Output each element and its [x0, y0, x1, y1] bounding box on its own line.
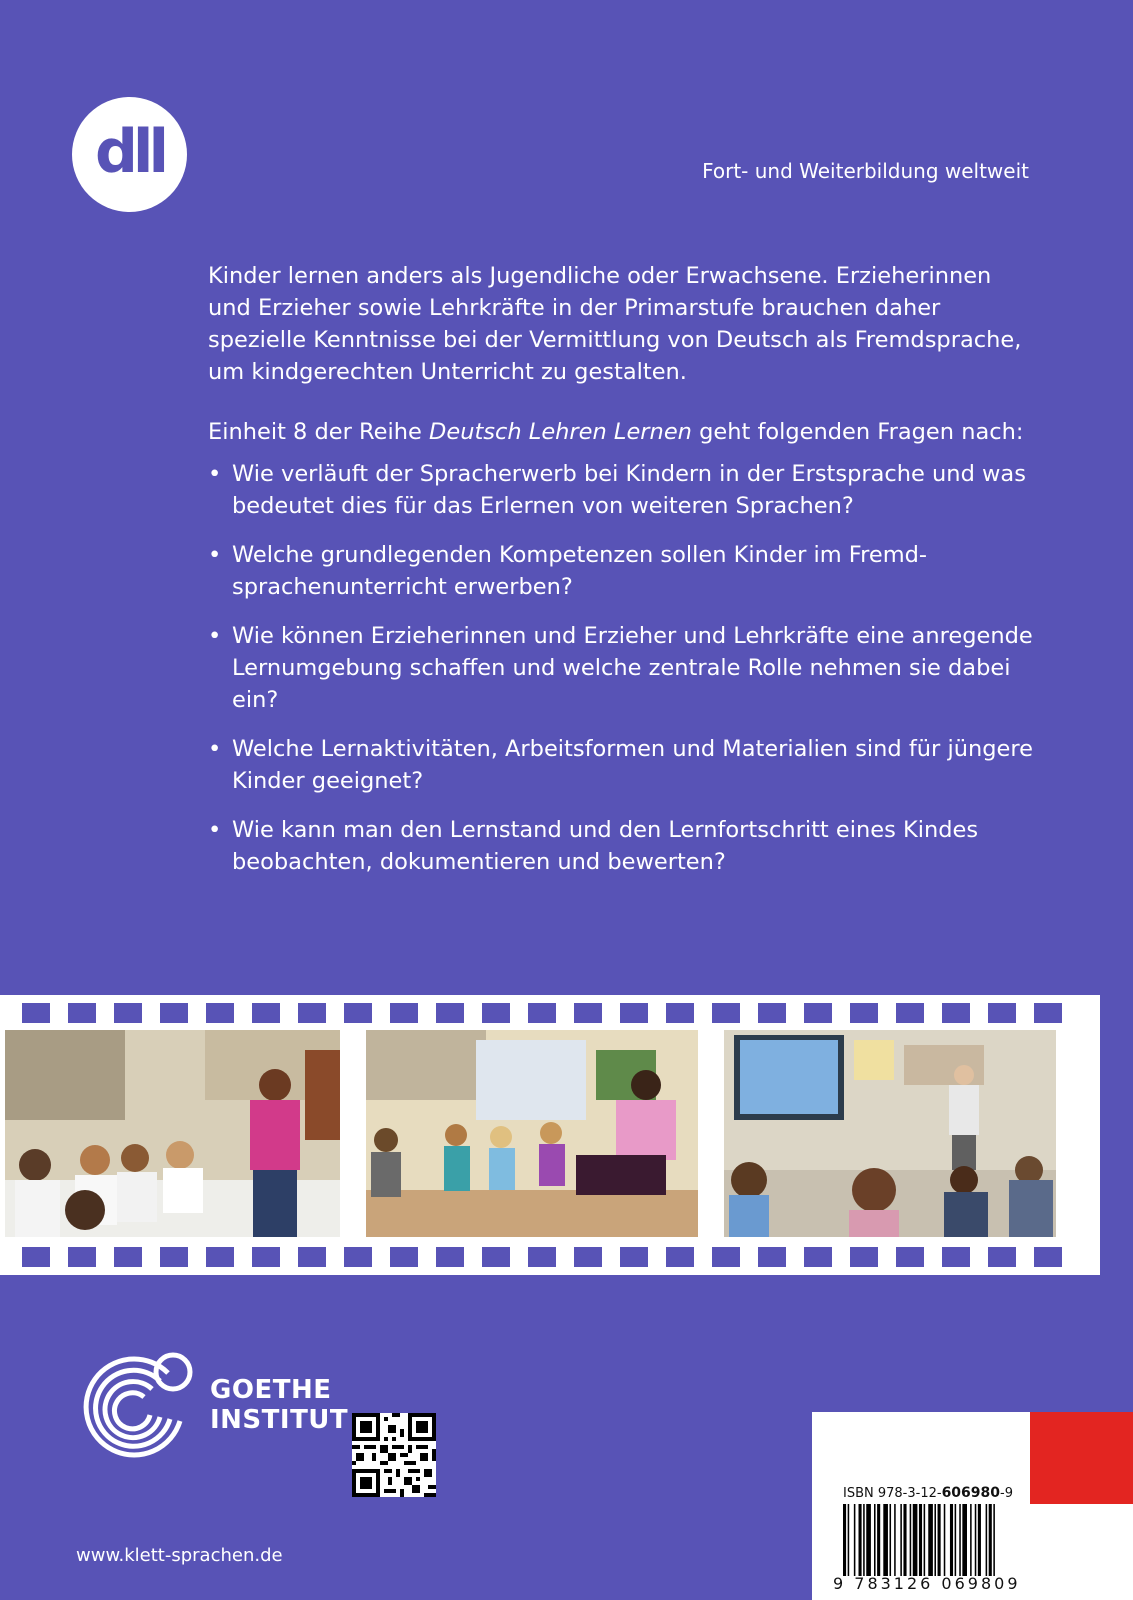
question-item: • Welche grundlegenden Kompetenzen sollen Kinder im Fremd-sprachenunterricht erwerben? [208, 539, 1038, 603]
filmstrip [0, 995, 1100, 1275]
barcode-icon [843, 1504, 1078, 1576]
series-title: Deutsch Lehren Lernen [429, 419, 692, 445]
film-holes-top [22, 1003, 1062, 1023]
lead-before: Einheit 8 der Reihe [208, 419, 430, 445]
goethe-line-2: INSTITUT [210, 1405, 349, 1435]
lead-paragraph [208, 416, 1038, 448]
goethe-line-1: GOETHE [210, 1375, 332, 1405]
isbn-bold: 606980 [941, 1485, 1001, 1501]
photo-classroom-1 [5, 1030, 340, 1237]
red-accent-tab [1030, 1412, 1133, 1504]
lead-after: geht folgenden Fragen nach: [691, 419, 1024, 445]
question-item: • Wie kann man den Lernstand und den Lernfortschritt eines Kindes beobachten, dokumentieren und bewerten? [208, 814, 1038, 878]
tagline: Fort- und Weiterbildung weltweit [702, 159, 1029, 183]
dll-logo-text: dll [94, 116, 165, 187]
publisher-url[interactable]: www.klett-sprachen.de [76, 1545, 283, 1566]
isbn-text [843, 1485, 1013, 1501]
goethe-institut-logo [72, 1343, 348, 1467]
question-item: • Wie können Erzieherinnen und Erzieher und Lehrkräfte eine anregende Lernumgebung schaffen und welche zentrale Rolle nehmen sie dabei ein? [208, 620, 1038, 716]
question-item: • Welche Lernaktivitäten, Arbeitsformen und Materialien sind für jüngere Kinder geeignet? [208, 733, 1038, 797]
question-item: • Wie verläuft der Spracherwerb bei Kindern in der Erstsprache und was bedeutet dies für das Erlernen von weiteren Sprachen? [208, 458, 1038, 522]
goethe-spiral-icon [72, 1343, 196, 1467]
intro-paragraph: Kinder lernen anders als Jugendliche oder Erwachsene. Erzieherinnen und Erzieher sowie Lehrkräfte in der Primarstufe brauchen daher spezielle Kenntnisse bei der Vermittlung von Deutsch als Fremdsprache, um kindgerechten Unterricht zu gestalten. [208, 263, 1022, 385]
film-holes-bottom [22, 1247, 1062, 1267]
blurb [208, 260, 1038, 895]
dll-logo-icon [72, 97, 187, 212]
qr-code-icon[interactable] [352, 1413, 436, 1497]
question-list [208, 458, 1038, 878]
isbn-suffix: -9 [1000, 1486, 1013, 1501]
photo-classroom-2 [366, 1030, 698, 1237]
photo-classroom-3 [724, 1030, 1056, 1237]
isbn-prefix: ISBN 978-3-12- [843, 1486, 942, 1501]
barcode-digits: 9 783126 069809 [833, 1574, 1021, 1593]
